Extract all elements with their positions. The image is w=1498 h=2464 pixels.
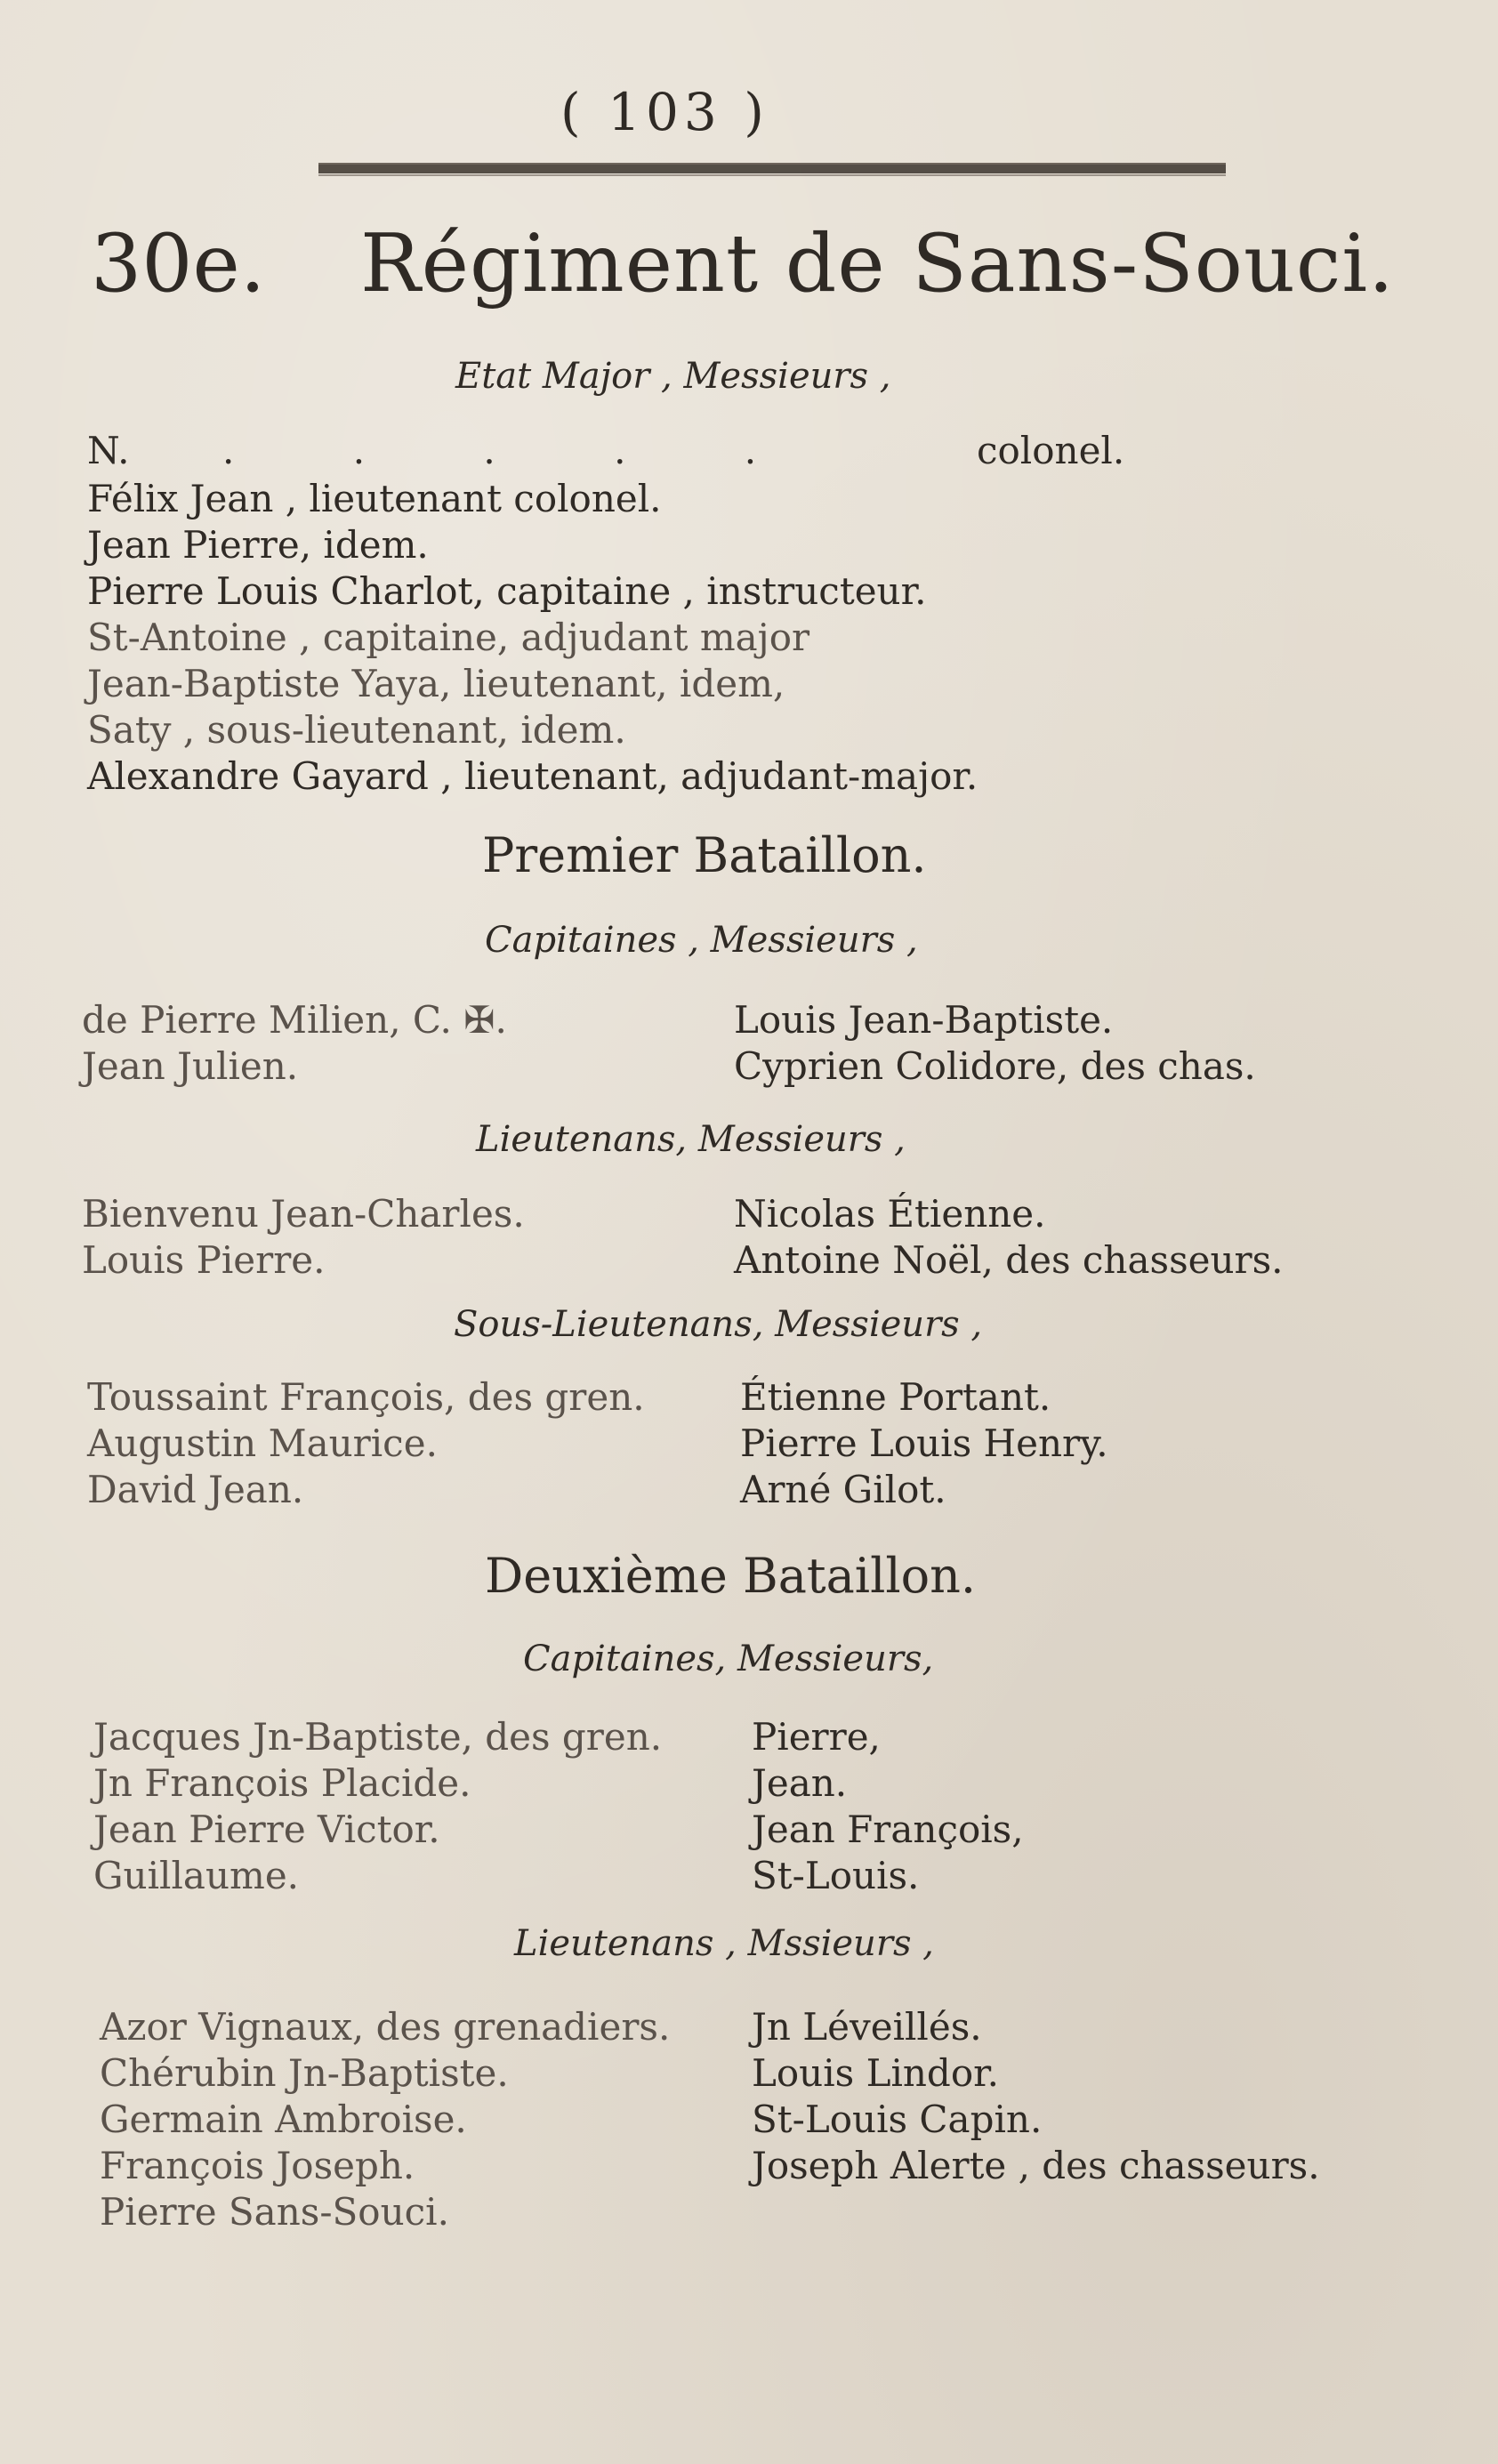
deuxieme-capitaine-left: Jn François Placide. — [93, 1761, 471, 1805]
deuxieme-lieutenant-left: Azor Vignaux, des grenadiers. — [100, 2005, 671, 2049]
premier-sous-lieutenant-right: Arné Gilot. — [740, 1468, 946, 1511]
deuxieme-lieutenant-left: François Joseph. — [100, 2144, 415, 2187]
premier-capitaine-right: Cyprien Colidore, des chas. — [734, 1044, 1256, 1088]
premier-sous-lieutenant-left: Augustin Maurice. — [87, 1421, 438, 1465]
etat-major-heading: Etat Major , Messieurs , — [455, 356, 891, 397]
colonel-title: colonel. — [977, 429, 1125, 472]
premier-bataillon-title: Premier Bataillon. — [482, 827, 927, 883]
premier-lieutenant-right: Antoine Noël, des chasseurs. — [734, 1238, 1284, 1282]
premier-sous-lieutenant-left: David Jean. — [87, 1468, 304, 1511]
deuxieme-lieutenant-right: Joseph Alerte , des chasseurs. — [752, 2144, 1320, 2187]
premier-lieutenans-heading: Lieutenans, Messieurs , — [476, 1119, 906, 1160]
premier-sous-lieutenant-right: Pierre Louis Henry. — [740, 1421, 1108, 1465]
premier-sous-lieutenant-left: Toussaint François, des gren. — [87, 1375, 645, 1419]
deuxieme-capitaine-right: St-Louis. — [752, 1854, 920, 1897]
deuxieme-lieutenant-left: Pierre Sans-Souci. — [100, 2190, 449, 2234]
etat-major-line: Pierre Louis Charlot, capitaine , instructeur. — [87, 569, 927, 613]
etat-major-line: Jean Pierre, idem. — [87, 523, 429, 567]
etat-major-line: St-Antoine , capitaine, adjudant major — [87, 616, 810, 659]
premier-sous-lieutenans-heading: Sous-Lieutenans, Messieurs , — [454, 1304, 983, 1345]
etat-major-line: Jean-Baptiste Yaya, lieutenant, idem, — [87, 662, 785, 705]
premier-lieutenant-right: Nicolas Étienne. — [734, 1192, 1046, 1236]
deuxieme-lieutenant-right: St-Louis Capin. — [752, 2098, 1043, 2141]
colonel-name: N. — [87, 429, 130, 472]
header-rule-thin — [318, 174, 1226, 176]
etat-major-line: Félix Jean , lieutenant colonel. — [87, 477, 662, 520]
deuxieme-capitaines-heading: Capitaines, Messieurs, — [523, 1639, 934, 1679]
deuxieme-capitaine-right: Pierre, — [752, 1715, 881, 1759]
premier-capitaine-left: de Pierre Milien, C. ✠. — [82, 998, 507, 1042]
deuxieme-lieutenans-heading: Lieutenans , Mssieurs , — [514, 1923, 934, 1964]
deuxieme-capitaine-left: Jacques Jn-Baptiste, des gren. — [93, 1715, 663, 1759]
deuxieme-lieutenant-left: Germain Ambroise. — [100, 2098, 467, 2141]
premier-capitaine-right: Louis Jean-Baptiste. — [734, 998, 1114, 1042]
premier-lieutenant-left: Louis Pierre. — [82, 1238, 326, 1282]
header-rule — [318, 163, 1226, 173]
page-number: ( 103 ) — [560, 82, 769, 142]
deuxieme-capitaine-right: Jean François, — [752, 1808, 1024, 1851]
deuxieme-capitaine-right: Jean. — [752, 1761, 848, 1805]
premier-capitaines-heading: Capitaines , Messieurs , — [485, 920, 918, 961]
deuxieme-lieutenant-right: Jn Léveillés. — [752, 2005, 982, 2049]
deuxieme-lieutenant-left: Chérubin Jn-Baptiste. — [100, 2051, 509, 2095]
etat-major-line: Alexandre Gayard , lieutenant, adjudant-major. — [87, 754, 979, 798]
deuxieme-lieutenant-right: Louis Lindor. — [752, 2051, 999, 2095]
colonel-dots: . . . . . — [222, 429, 810, 472]
premier-sous-lieutenant-right: Étienne Portant. — [740, 1375, 1051, 1419]
regiment-title: Régiment de Sans-Souci. — [360, 217, 1395, 310]
regiment-number: 30e. — [91, 217, 266, 310]
deuxieme-capitaine-left: Jean Pierre Victor. — [93, 1808, 440, 1851]
deuxieme-bataillon-title: Deuxième Bataillon. — [485, 1548, 977, 1604]
deuxieme-capitaine-left: Guillaume. — [93, 1854, 300, 1897]
premier-capitaine-left: Jean Julien. — [82, 1044, 299, 1088]
premier-lieutenant-left: Bienvenu Jean-Charles. — [82, 1192, 525, 1236]
etat-major-line: Saty , sous-lieutenant, idem. — [87, 708, 626, 752]
